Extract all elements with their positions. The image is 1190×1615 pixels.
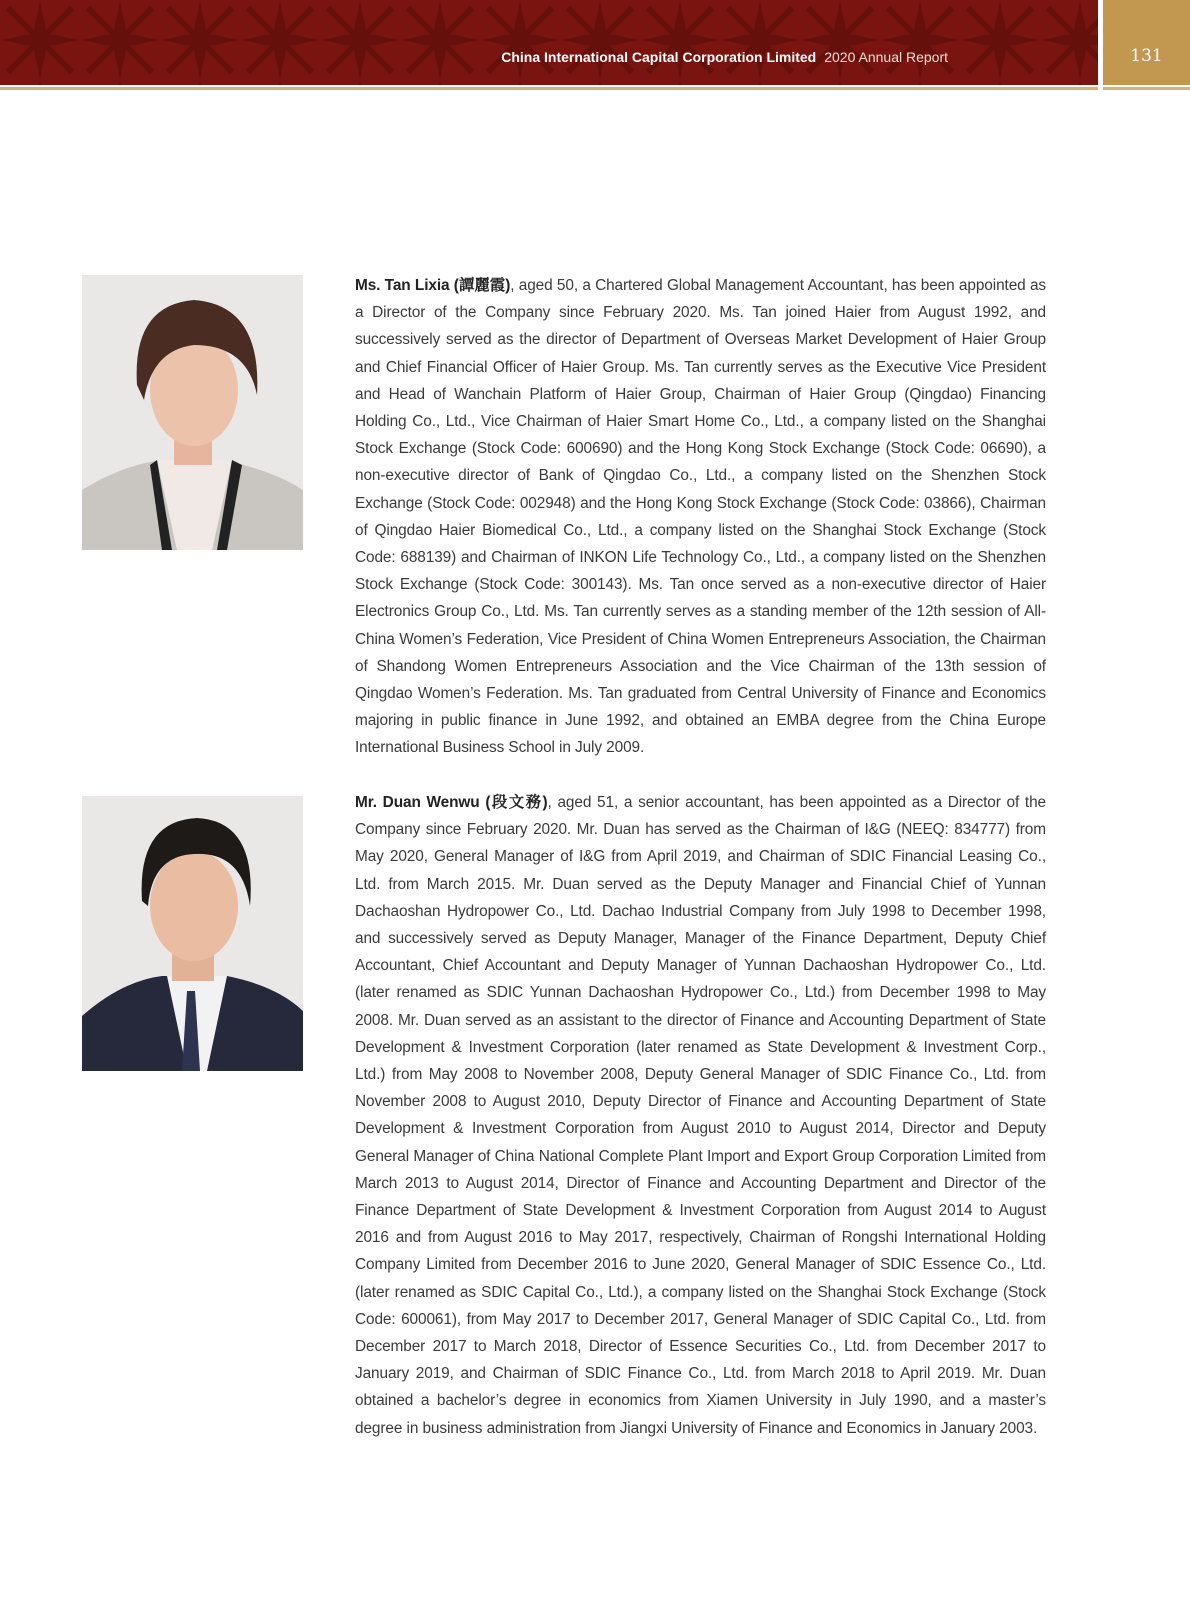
- page-number: 131: [1130, 46, 1163, 66]
- director-bio-text: , aged 51, a senior accountant, has been appointed as a Director of the Company since February 2020. Mr. Duan has served as the Chairman of I&G (NEEQ: 834777) from May 2020, General Manager of I&G from April 2019, and Chairman of SDIC Financial Leasing Co., Ltd. from March 2015. Mr. Duan served as the Deputy Manager and Financial Chief of Yunnan Dachaoshan Hydropower Co., Ltd. Dachao Industrial Company from July 1998 to December 1998, and successively served as Deputy Manager, Manager of the Finance Department, Deputy Chief Accountant, Chief Accountant and Deputy Manager of Yunnan Dachaoshan Hydropower Co., Ltd. (later renamed as SDIC Yunnan Dachaoshan Hydropower Co., Ltd.) from December 1998 to May 2008. Mr. Duan served as an assistant to the director of Finance and Accounting Department of State Development & Investment Corporation (later renamed as State Development & Investment Corp., Ltd.) from May 2008 to November 2008, Deputy General Manager of SDIC Finance Co., Ltd. from November 2008 to August 2010, Deputy Director of Finance and Accounting Department of State Development & Investment Corporation from August 2010 to August 2014, Director and Deputy General Manager of China National Complete Plant Import and Export Group Corporation Limited from March 2013 to August 2014, Director of Finance and Accounting Department and Director of the Finance Department of State Development & Investment Corporation from August 2014 to August 2016 and from August 2016 to May 2017, respectively, Chairman of Rongshi International Holding Company Limited from December 2016 to June 2020, General Manager of SDIC Essence Co., Ltd. (later renamed as SDIC Capital Co., Ltd.), a company listed on the Shanghai Stock Exchange (Stock Code: 600061), from May 2017 to December 2017, General Manager of SDIC Capital Co., Ltd. from December 2017 to March 2018, Director of Essence Securities Co., Ltd. from December 2017 to January 2019, and Chairman of SDIC Finance Co., Ltd. from March 2018 to April 2019. Mr. Duan obtained a bachelor’s degree in economics from Xiamen University in July 1990, and a master’s degree in business administration from Jiangxi University of Finance and Economics in January 2003.: [355, 794, 1046, 1437]
- header-rule: [1103, 87, 1190, 90]
- director-name: Ms. Tan Lixia (譚麗霞): [355, 277, 511, 294]
- director-bio-duan: [355, 789, 1046, 1442]
- company-name: China International Capital Corporation Limited: [501, 49, 817, 65]
- page-number-box: [1103, 0, 1190, 85]
- portrait-image: [82, 275, 303, 550]
- portrait-photo: [82, 796, 303, 1071]
- director-bio-tan: [355, 272, 1046, 762]
- portrait-image: [82, 796, 303, 1071]
- report-name: 2020 Annual Report: [824, 49, 948, 65]
- pattern-decoration: [0, 0, 1098, 85]
- header-band: [0, 0, 1098, 85]
- portrait-photo: [82, 275, 303, 550]
- header-rule: [0, 87, 1098, 90]
- header-title: [501, 49, 948, 65]
- director-name: Mr. Duan Wenwu (段文務): [355, 794, 548, 811]
- director-bio-text: , aged 50, a Chartered Global Management Accountant, has been appointed as a Director of the Company since February 2020. Ms. Tan joined Haier from August 1992, and successively served as the director of Department of Overseas Market Development of Haier Group and Chief Financial Officer of Haier Group. Ms. Tan currently serves as the Executive Vice President and Head of Wanchain Platform of Haier Group, Chairman of Haier Group (Qingdao) Financing Holding Co., Ltd., Vice Chairman of Haier Smart Home Co., Ltd., a company listed on the Shanghai Stock Exchange (Stock Code: 600690) and the Hong Kong Stock Exchange (Stock Code: 06690), a non-executive director of Bank of Qingdao Co., Ltd., a company listed on the Shenzhen Stock Exchange (Stock Code: 002948) and the Hong Kong Stock Exchange (Stock Code: 03866), Chairman of Qingdao Haier Biomedical Co., Ltd., a company listed on the Shanghai Stock Exchange (Stock Code: 688139) and Chairman of INKON Life Technology Co., Ltd., a company listed on the Shenzhen Stock Exchange (Stock Code: 300143). Ms. Tan once served as a non-executive director of Haier Electronics Group Co., Ltd. Ms. Tan currently serves as a standing member of the 12th session of All-China Women’s Federation, Vice President of China Women Entrepreneurs Association, the Chairman of Shandong Women Entrepreneurs Association and the Vice Chairman of the 13th session of Qingdao Women’s Federation. Ms. Tan graduated from Central University of Finance and Economics majoring in public finance in June 1992, and obtained an EMBA degree from the China Europe International Business School in July 2009.: [355, 277, 1046, 757]
